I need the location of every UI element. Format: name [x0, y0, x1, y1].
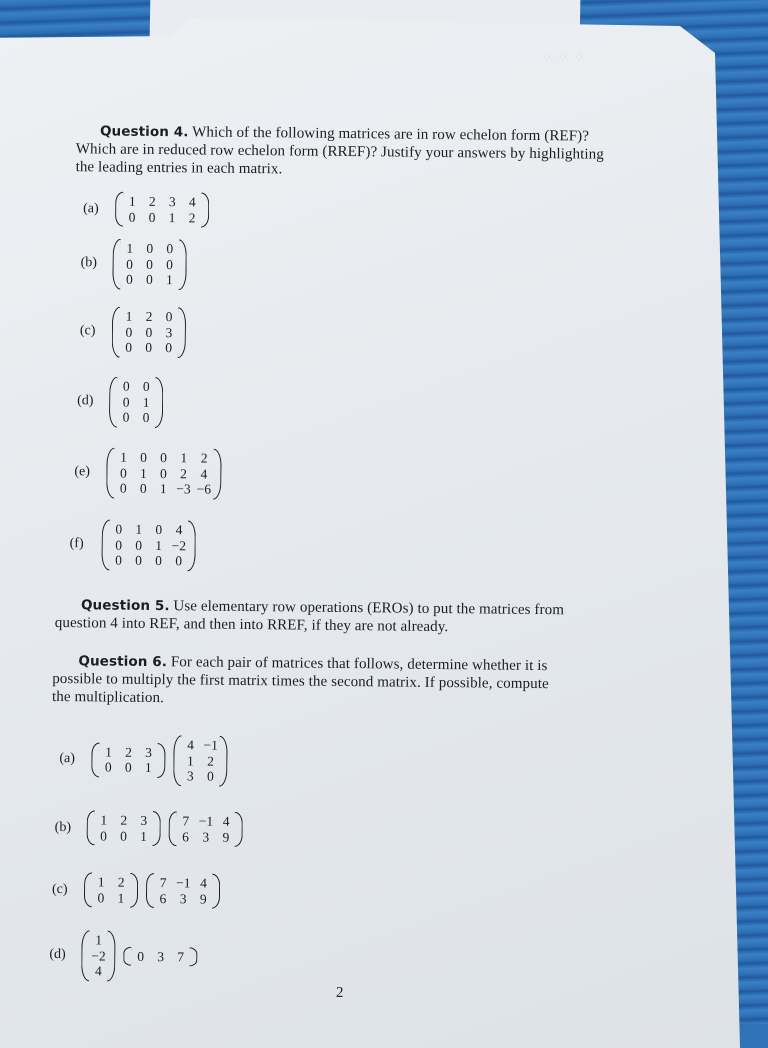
matrix-entry: 1: [139, 465, 147, 481]
q6-item-a: [59, 734, 228, 786]
matrix-entries: [120, 307, 179, 358]
right-paren: [155, 377, 164, 428]
question-4-line-1: Which of the following matrices are in row echelon form (REF)?: [192, 124, 590, 145]
bleed-through-text: ⁘ ⁘ ⁘: [540, 50, 585, 67]
matrix-entry: 1: [155, 537, 163, 553]
right-paren: [201, 192, 209, 227]
matrix-entry: 3: [165, 324, 173, 340]
matrix-entry: 2: [180, 465, 188, 481]
question-6-line-3: the multiplication.: [51, 688, 165, 707]
right-paren: [153, 811, 161, 846]
matrix-entry: 0: [166, 256, 174, 272]
matrix-entry: 1: [140, 828, 148, 844]
item-label: (d): [77, 393, 94, 409]
right-paren: [107, 931, 116, 982]
matrix-entry: 1: [100, 812, 108, 828]
matrix-entry: 7: [159, 875, 167, 891]
matrix-entry: 0: [166, 241, 174, 257]
matrix: [109, 377, 164, 428]
matrix-entry: 0: [115, 521, 123, 537]
matrix-entry: 9: [222, 829, 230, 845]
q6-item-d: [49, 930, 198, 982]
question-5-label: Question 5.: [80, 597, 170, 615]
question-5-line-2: question 4 into REF, and then into RREF, if they are not already.: [54, 614, 449, 636]
matrix-entries: [123, 192, 201, 228]
matrix-entry: 4: [200, 465, 208, 482]
right-paren: [130, 873, 138, 908]
matrix-entry: 0: [140, 449, 148, 465]
matrix-entry: 7: [182, 813, 190, 829]
matrix-entry: 6: [159, 890, 167, 906]
matrix-entry: −1: [176, 875, 191, 891]
matrix-entry: 0: [128, 209, 136, 225]
matrix-entry: 0: [104, 759, 112, 775]
matrix-entry: 0: [119, 480, 127, 496]
matrix: [115, 192, 209, 228]
item-label: (c): [79, 323, 96, 339]
matrix-entry: 0: [125, 324, 133, 340]
matrix-entry: 1: [168, 209, 176, 225]
matrix-entry: 0: [125, 271, 133, 287]
matrix-entry: −1: [198, 813, 214, 829]
matrix-entry: 0: [122, 394, 130, 410]
matrix-entry: 4: [200, 875, 207, 891]
matrix-entry: 1: [97, 874, 105, 890]
matrix-entry: 4: [94, 963, 102, 979]
matrix-entries: [89, 930, 108, 981]
matrix-entry: 1: [128, 193, 136, 209]
question-5-line-1: Use elementary row operations (EROs) to put the matrices from: [173, 598, 565, 619]
item-label: (a): [83, 200, 99, 216]
question-6-line-2: possible to multiply the first matrix times the second matrix. If possible, compute: [52, 670, 549, 693]
matrix-entry: 3: [179, 890, 187, 906]
q4-item-b: [80, 238, 187, 290]
item-label: (f): [69, 536, 84, 552]
matrix-entry: 3: [140, 812, 148, 828]
q4-item-f: [69, 519, 196, 571]
matrix-entry: 2: [188, 209, 196, 225]
matrix-entry: 0: [165, 309, 173, 325]
matrix: [81, 930, 116, 981]
matrix-entry: 0: [115, 537, 123, 553]
matrix-entries: [95, 810, 153, 846]
matrix-entry: 1: [165, 272, 173, 288]
q6-item-b: [55, 810, 244, 847]
item-label: (a): [59, 751, 76, 767]
item-label: (b): [54, 819, 72, 835]
matrix-entry: 1: [135, 521, 143, 537]
matrix-entry: 0: [145, 324, 153, 340]
matrix-entry: 7: [177, 948, 185, 964]
right-paren: [190, 947, 198, 967]
matrix-entry: 0: [120, 828, 128, 844]
item-label: (d): [49, 947, 66, 963]
matrix-entry: 2: [120, 812, 128, 828]
matrix: [87, 810, 161, 846]
matrix-entry: 1: [186, 752, 194, 768]
matrix-entry: 0: [155, 553, 162, 569]
matrix-entry: 0: [146, 240, 154, 256]
matrix-entry: 0: [159, 465, 167, 481]
question-4-line-3: the leading entries in each matrix.: [75, 159, 283, 178]
matrix-entry: 4: [187, 737, 195, 753]
matrix-entries: [154, 873, 213, 909]
matrix-entry: 0: [100, 827, 108, 844]
matrix-entry: 0: [148, 209, 156, 225]
matrix-entry: 9: [199, 891, 207, 907]
matrix-entry: 0: [155, 522, 163, 538]
matrix-entries: [99, 742, 157, 778]
right-paren: [220, 736, 229, 787]
matrix-entry: 2: [148, 193, 156, 210]
matrix-entry: 2: [117, 874, 125, 890]
item-label: (e): [74, 464, 91, 480]
matrix-entries: [117, 377, 156, 428]
q6-item-c: [52, 872, 221, 909]
matrix-entry: 0: [142, 409, 150, 425]
matrix-entry: 4: [188, 194, 196, 210]
matrix-entry: 0: [146, 256, 154, 272]
matrix-entries: [177, 811, 236, 847]
right-paren: [213, 449, 222, 500]
matrix-entry: 0: [145, 271, 153, 287]
q4-item-e: [74, 447, 221, 499]
matrix-entry: 0: [139, 480, 147, 496]
matrix-entry: 1: [95, 932, 103, 948]
matrix-entry: 3: [186, 768, 194, 784]
matrix: [169, 811, 244, 847]
left-paren: [124, 946, 132, 966]
matrix-entry: 0: [135, 552, 142, 568]
q4-item-c: [80, 306, 187, 358]
right-paren: [178, 307, 187, 358]
matrix-entry: 2: [207, 753, 215, 769]
matrix-entry: 0: [125, 339, 133, 355]
matrix-entry: 0: [124, 759, 132, 776]
right-paren: [157, 743, 165, 778]
matrix: [124, 946, 198, 966]
matrix-entry: 0: [175, 553, 183, 569]
matrix: [101, 519, 196, 570]
matrix: [112, 307, 187, 358]
matrix-entries: [120, 239, 179, 290]
matrix-entries: [92, 872, 130, 907]
matrix-entry: 2: [200, 450, 208, 466]
matrix-entry: 0: [206, 768, 214, 784]
matrix-entry: −1: [203, 737, 219, 753]
matrix-entry: 0: [165, 340, 173, 356]
matrix-entry: 1: [142, 394, 150, 410]
right-paren: [212, 874, 220, 909]
matrix-entry: −2: [91, 947, 106, 964]
matrix-entry: 1: [126, 240, 134, 256]
matrix-entry: 6: [182, 828, 190, 844]
matrix-entry: 0: [122, 378, 130, 394]
matrix-entry: 0: [137, 948, 145, 964]
matrix-entry: 1: [125, 308, 133, 324]
matrix-entry: 0: [119, 465, 127, 481]
matrix-entry: 0: [115, 552, 122, 568]
matrix-entry: 3: [145, 744, 152, 760]
question-4-line-2: Which are in reduced row echelon form (RREF)? Justify your answers by highlighting: [75, 141, 604, 163]
matrix: [173, 735, 228, 786]
matrix-entry: 0: [122, 409, 130, 425]
matrix-entry: 0: [97, 889, 105, 906]
matrix-entry: 1: [159, 481, 167, 497]
q4-item-d: [77, 376, 164, 427]
matrix-entry: 2: [125, 744, 132, 760]
matrix-entry: 4: [175, 522, 183, 538]
matrix-entry: 0: [160, 450, 168, 466]
matrix-entry: 1: [144, 760, 152, 776]
matrix: [91, 742, 165, 778]
matrix-entry: 1: [180, 450, 188, 466]
right-paren: [235, 812, 243, 847]
page-number: 2: [335, 984, 344, 1002]
question-6-label: Question 6.: [78, 653, 168, 671]
matrix-entry: −2: [171, 537, 187, 553]
matrix-entry: 1: [117, 890, 125, 906]
matrix-entry: 1: [105, 744, 112, 760]
right-paren: [188, 520, 197, 571]
matrix-entry: 3: [202, 829, 210, 845]
matrix-entry: 0: [142, 378, 150, 394]
matrix-entry: 2: [145, 308, 153, 324]
matrix-entry: 0: [126, 256, 134, 272]
matrix: [146, 873, 221, 909]
matrix-entry: −6: [196, 481, 212, 497]
matrix-entry: 0: [145, 339, 153, 355]
matrix-entry: −3: [176, 481, 191, 497]
matrix-entry: 3: [168, 194, 176, 210]
matrix-entry: 0: [135, 537, 143, 553]
item-label: (b): [80, 255, 98, 271]
question-4-label: Question 4.: [99, 123, 189, 141]
matrix-entry: 1: [120, 449, 128, 465]
matrix-entries: [132, 946, 190, 966]
matrix: [106, 448, 221, 500]
matrix-entries: [181, 735, 220, 786]
matrix: [84, 872, 138, 908]
matrix: [112, 239, 187, 290]
matrix-entry: 3: [157, 948, 165, 964]
q4-item-a: [83, 191, 209, 227]
question-6-line-1: For each pair of matrices that follows, determine whether it is: [170, 654, 548, 675]
matrix-entries: [114, 448, 213, 500]
right-paren: [178, 239, 187, 290]
matrix-entries: [109, 520, 188, 571]
item-label: (c): [51, 881, 68, 897]
matrix-entry: 4: [222, 813, 230, 829]
